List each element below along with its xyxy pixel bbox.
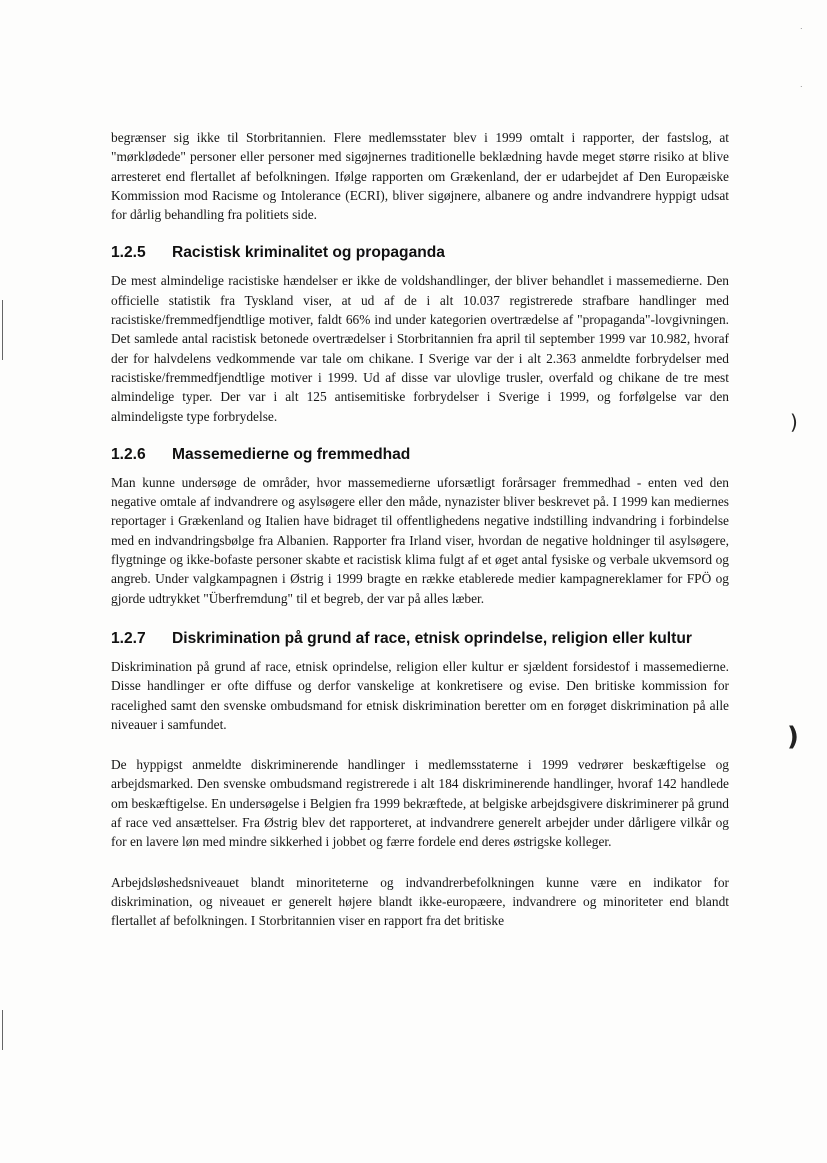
- section-1-2-6-paragraph: Man kunne undersøge de områder, hvor massemedierne uforsætligt forårsager fremmedhad - enten ved den negative omtale af indvandrere og asylsøgere eller den måde, nynazister bliver beskrevet på. I 1999 kan mediernes reportager i Grækenland og Italien have bidraget til offentlighedens negative indstilling indvandring i forbindelse med en indvandringsbølge fra Albanien. Rapporter fra Irland viser, hvordan de negative holdninger til asylsøgere, flygtninge og ikke-bofaste personer skabte et racistisk klima fulgt af et øget antal fysiske og verbale ukvemsord og angreb. Under valgkampagnen i Østrig i 1999 bragte en række etablerede medier kampagnereklamer for FPÖ og gjorde udtrykket "Überfremdung" til et begreb, der var på alles læber.: [111, 474, 729, 606]
- section-heading-1-2-5: [111, 239, 729, 266]
- scan-edge-mark: [2, 300, 3, 360]
- section-1-2-7-paragraph: Diskrimination på grund af race, etnisk oprindelse, religion eller kultur er sjældent forsidestof i massemedierne. Disse handlinger er ofte diffuse og derfor vanskelige at konkretisere og evise. Den britiske kommission for racelighed samt den svenske ombudsmand for etnisk diskrimination beretter om en forøget diskrimination på alle niveauer i samfundet.: [111, 658, 729, 732]
- scan-speck: .: [800, 80, 803, 89]
- section-title: Racistisk kriminalitet og propaganda: [172, 244, 445, 262]
- margin-bracket-mark: ): [787, 722, 799, 752]
- margin-bracket-mark: ): [790, 410, 798, 434]
- section-1-2-7-paragraph: De hyppigst anmeldte diskriminerende handlinger i medlemsstaterne i 1999 vedrører beskæftigelse og arbejdsmarked. Den svenske ombudsmand registrerede i alt 184 diskriminerende handlinger, hvoraf 142 handlede om beskæftigelse. En undersøgelse i Belgien fra 1999 bekræftede, at belgiske arbejdsgivere diskriminerer på grund af race ved ansættelser. Fra Østrig blev det rapporteret, at indvandrere generelt arbejder under dårligere vilkår og for en lavere løn med mindre sikkerhed i jobbet og færre fordele end deres østrigske kolleger.: [111, 757, 729, 850]
- intro-paragraph: begrænser sig ikke til Storbritannien. Flere medlemsstater blev i 1999 omtalt i rapporter, der fastslog, at "mørklødede" personer eller personer med sigøjnernes traditionelle beklædning havde meget større risiko at blive arresteret end flertallet af befolkningen. Ifølge rapporten om Grækenland, der er udarbejdet af Den Europæiske Kommission mod Racisme og Intolerance (ECRI), bliver sigøjnere, albanere og andre indvandrere hyppigt udsat for dårlig behandling fra politiets side.: [111, 130, 729, 223]
- section-heading-1-2-6: [111, 441, 729, 468]
- section-1-2-5-paragraph: De mest almindelige racistiske hændelser er ikke de voldshandlinger, der bliver behandlet i massemedierne. Den officielle statistik fra Tyskland viser, at ud af de i alt 10.037 registrerede strafbare handlinger med racistiske/fremmedfjendtlige motiver, faldt 66% ind under kategorien overtrædelse af "propaganda"-lovgivningen. Det samlede antal racistisk betonede overtrædelser i Storbritannien fra april til september 1999 var 10.982, hvoraf der for halvdelens vedkommende var tale om chikane. I Sverige var der i alt 2.363 anmeldte forbrydelser med racistiske/fremmedfjendtlige motiver i 1999. Ud af disse var ulovlige trusler, overfald og chikane de tre mest almindelige typer. Der var i alt 125 antisemitiske forbrydelser i Sverige i 1999, og forfølgelse var den almindeligste type forbrydelse.: [111, 273, 729, 424]
- section-1-2-7-paragraph: Arbejdsløshedsniveauet blandt minoriteterne og indvandrerbefolkningen kunne være en indikator for diskrimination, og niveauet er generelt højere blandt ikke-europæere, indvandrere og minoriteter end blandt flertallet af befolkningen. I Storbritannien viser en rapport fra det britiske: [111, 874, 729, 929]
- section-title: Massemedierne og fremmedhad: [172, 445, 411, 463]
- scan-speck: .: [800, 22, 803, 31]
- section-number: 1.2.6: [111, 445, 146, 463]
- document-body: [111, 128, 729, 931]
- section-number: 1.2.5: [111, 244, 146, 262]
- section-number: 1.2.7: [111, 629, 146, 647]
- section-heading-1-2-7: [111, 625, 729, 652]
- section-title: Diskrimination på grund af race, etnisk oprindelse, religion eller kultur: [172, 629, 692, 647]
- scan-edge-mark: [2, 1010, 3, 1050]
